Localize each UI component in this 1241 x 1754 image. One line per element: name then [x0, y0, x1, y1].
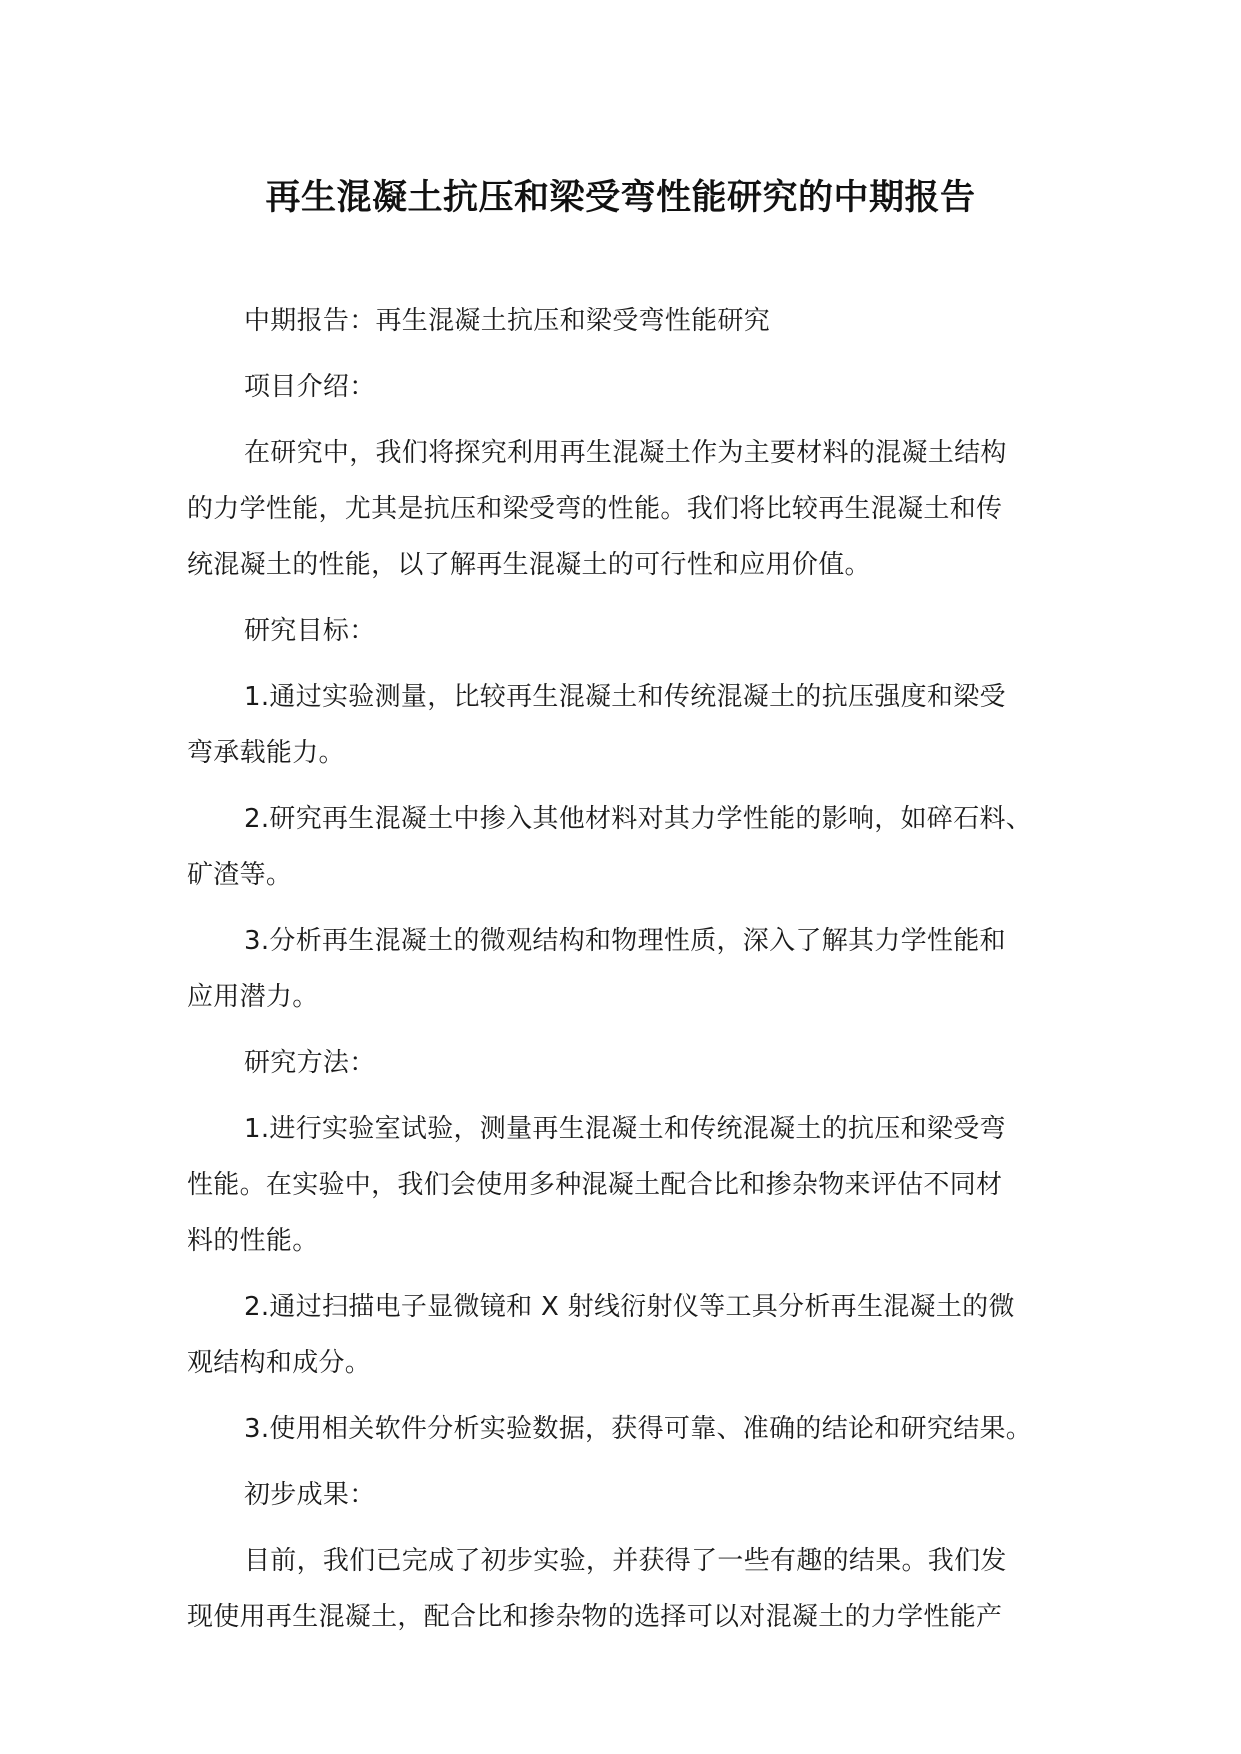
- document-body: [187, 293, 1057, 1655]
- text-line: 1.通过实验测量，比较再生混凝土和传统混凝土的抗压强度和梁受: [244, 682, 1006, 712]
- list-item-goal-1: [187, 669, 1057, 781]
- text-line: 初步成果：: [244, 1480, 376, 1510]
- text-line: 2.研究再生混凝土中掺入其他材料对其力学性能的影响，如碎石料、: [244, 804, 1033, 834]
- text-line: 性能。在实验中，我们会使用多种混凝土配合比和掺杂物来评估不同材: [187, 1170, 1003, 1200]
- text-line: 项目介绍：: [244, 372, 376, 402]
- text-line: 在研究中，我们将探究利用再生混凝土作为主要材料的混凝土结构: [244, 438, 1007, 468]
- list-item-method-1: [187, 1101, 1057, 1269]
- text-line: 研究方法：: [244, 1048, 376, 1078]
- text-line: 的力学性能，尤其是抗压和梁受弯的性能。我们将比较再生混凝土和传: [187, 494, 1003, 524]
- text-line: 弯承载能力。: [187, 738, 345, 768]
- text-line: 研究目标：: [244, 616, 376, 646]
- text-line: 中期报告：再生混凝土抗压和梁受弯性能研究: [244, 306, 771, 336]
- text-line: 2.通过扫描电子显微镜和 X 射线衍射仪等工具分析再生混凝土的微: [244, 1292, 1015, 1322]
- heading-research-methods: [187, 1035, 1057, 1091]
- heading-preliminary-results: [187, 1467, 1057, 1523]
- text-line: 目前，我们已完成了初步实验，并获得了一些有趣的结果。我们发: [244, 1546, 1007, 1576]
- text-line: 应用潜力。: [187, 982, 319, 1012]
- list-item-goal-3: [187, 913, 1057, 1025]
- text-line: 观结构和成分。: [187, 1348, 372, 1378]
- text-line: 统混凝土的性能，以了解再生混凝土的可行性和应用价值。: [187, 550, 871, 580]
- list-item-method-3: [187, 1401, 1057, 1457]
- paragraph-project-intro: [187, 425, 1057, 593]
- text-line: 3.使用相关软件分析实验数据，获得可靠、准确的结论和研究结果。: [244, 1414, 1033, 1444]
- text-line: 矿渣等。: [187, 860, 293, 890]
- document-title: 再生混凝土抗压和梁受弯性能研究的中期报告: [265, 178, 976, 218]
- text-line: 料的性能。: [187, 1226, 319, 1256]
- heading-research-goals: [187, 603, 1057, 659]
- list-item-goal-2: [187, 791, 1057, 903]
- paragraph-report-subtitle: [187, 293, 1057, 349]
- text-line: 1.进行实验室试验，测量再生混凝土和传统混凝土的抗压和梁受弯: [244, 1114, 1006, 1144]
- text-line: 3.分析再生混凝土的微观结构和物理性质，深入了解其力学性能和: [244, 926, 1006, 956]
- text-line: 现使用再生混凝土，配合比和掺杂物的选择可以对混凝土的力学性能产: [187, 1602, 1003, 1632]
- heading-project-intro: [187, 359, 1057, 415]
- list-item-method-2: [187, 1279, 1057, 1391]
- paragraph-preliminary-results: [187, 1533, 1057, 1645]
